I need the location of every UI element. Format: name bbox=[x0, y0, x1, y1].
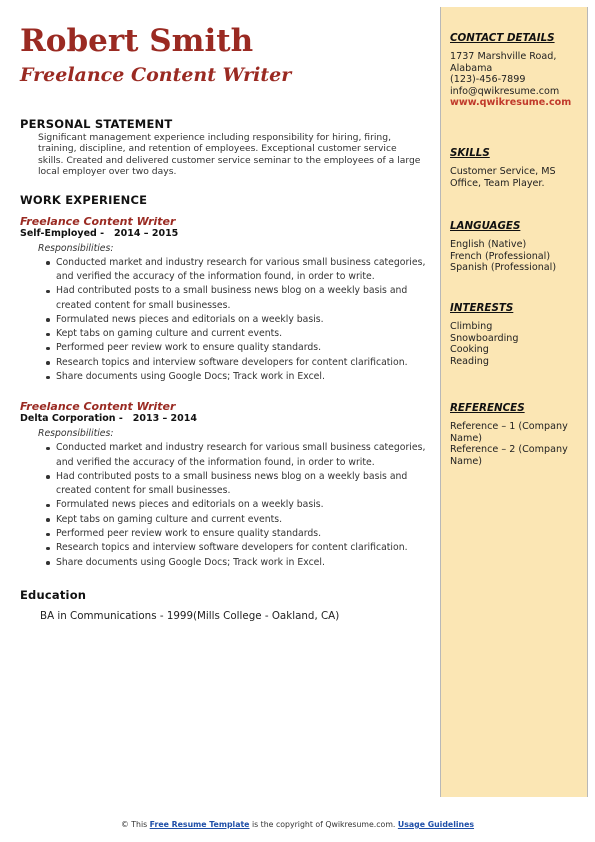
list-item: Research topics and interview software developers for content clarification. bbox=[56, 541, 436, 555]
usage-guidelines-link[interactable]: Usage Guidelines bbox=[397, 820, 475, 829]
list-item: Research topics and interview software developers for content clarification. bbox=[56, 356, 436, 370]
references-section bbox=[450, 402, 582, 467]
references-list bbox=[450, 421, 582, 467]
languages-list bbox=[450, 239, 582, 274]
list-item: Conducted market and industry research for various small business categories, and verified the accuracy of the information found, in order to write. bbox=[56, 441, 436, 470]
candidate-name: Robert Smith bbox=[20, 23, 254, 59]
list-item: Performed peer review work to ensure quality standards. bbox=[56, 341, 436, 355]
list-item: Cooking bbox=[450, 344, 489, 356]
list-item: French (Professional) bbox=[450, 250, 551, 262]
list-item: Reference – 1 (Company Name) bbox=[450, 421, 568, 444]
interests-heading: INTERESTS bbox=[450, 302, 514, 314]
skills-heading: SKILLS bbox=[450, 147, 490, 159]
sidebar bbox=[440, 7, 588, 797]
list-item: Had contributed posts to a small business news blog on a weekly basis and created content for small businesses. bbox=[56, 284, 436, 313]
list-item: Kept tabs on gaming culture and current events. bbox=[56, 327, 436, 341]
personal-statement-text: Significant management experience including responsibility for hiring, firing, training, discipline, and retention of employees. Exceptional customer service skills. Created and delivered customer service seminar to the employees of a large local employer over two days. bbox=[38, 132, 421, 178]
list-item: Performed peer review work to ensure quality standards. bbox=[56, 527, 436, 541]
list-item: Formulated news pieces and editorials on a weekly basis. bbox=[56, 498, 436, 512]
list-item: Share documents using Google Docs; Track work in Excel. bbox=[56, 556, 436, 570]
list-item: Snowboarding bbox=[450, 332, 519, 344]
interests-section bbox=[450, 302, 582, 367]
contact-section bbox=[450, 32, 582, 109]
free-resume-template-link[interactable]: Free Resume Template bbox=[149, 820, 250, 829]
list-item: Climbing bbox=[450, 321, 493, 332]
list-item: Formulated news pieces and editorials on a weekly basis. bbox=[56, 313, 436, 327]
responsibilities-label: Responsibilities: bbox=[38, 242, 114, 254]
list-item: Share documents using Google Docs; Track work in Excel. bbox=[56, 370, 436, 384]
footer-prefix: © This bbox=[120, 820, 148, 829]
skills-text: Customer Service, MS Office, Team Player. bbox=[450, 166, 556, 189]
responsibility-list bbox=[20, 441, 436, 570]
education-entry: BA in Communications - 1999(Mills College - Oakland, CA) bbox=[40, 609, 340, 622]
footer-copyright: is the copyright of Qwikresume.com. bbox=[251, 820, 396, 829]
list-item: Kept tabs on gaming culture and current events. bbox=[56, 513, 436, 527]
languages-section bbox=[450, 220, 582, 274]
responsibility-list bbox=[20, 256, 436, 385]
contact-address: 1737 Marshville Road, Alabama bbox=[450, 51, 557, 74]
job-dates: 2013 – 2014 bbox=[132, 413, 197, 425]
skills-section bbox=[450, 147, 582, 189]
job-title: Freelance Content Writer bbox=[20, 214, 176, 228]
job-company-line bbox=[20, 413, 420, 425]
list-item: Reading bbox=[450, 355, 489, 367]
contact-phone: (123)-456-7899 bbox=[450, 74, 526, 86]
job-title: Freelance Content Writer bbox=[20, 400, 176, 414]
job-dates: 2014 – 2015 bbox=[114, 227, 179, 239]
job-company: Delta Corporation - bbox=[20, 413, 123, 425]
main-column bbox=[20, 22, 426, 623]
interests-list bbox=[450, 321, 582, 367]
job-entry bbox=[20, 400, 426, 570]
footer bbox=[0, 820, 595, 829]
contact-heading: CONTACT DETAILS bbox=[450, 32, 555, 44]
contact-details bbox=[450, 51, 582, 109]
responsibilities-label: Responsibilities: bbox=[38, 428, 114, 440]
references-heading: REFERENCES bbox=[450, 402, 525, 414]
contact-website-link[interactable]: www.qwikresume.com bbox=[450, 97, 572, 109]
list-item: Had contributed posts to a small business news blog on a weekly basis and created content for small businesses. bbox=[56, 470, 436, 499]
list-item: English (Native) bbox=[450, 239, 527, 250]
job-company: Self-Employed - bbox=[20, 227, 105, 239]
candidate-title: Freelance Content Writer bbox=[20, 64, 292, 86]
personal-statement-heading: PERSONAL STATEMENT bbox=[20, 117, 173, 131]
job-entry bbox=[20, 214, 426, 385]
list-item: Conducted market and industry research for various small business categories, and verified the accuracy of the information found, in order to write. bbox=[56, 256, 436, 285]
list-item: Reference – 2 (Company Name) bbox=[450, 444, 568, 467]
education-heading: Education bbox=[20, 587, 87, 602]
contact-email[interactable]: info@qwikresume.com bbox=[450, 85, 560, 97]
languages-heading: LANGUAGES bbox=[450, 220, 521, 232]
job-company-line bbox=[20, 228, 420, 240]
list-item: Spanish (Professional) bbox=[450, 262, 557, 274]
work-experience-heading: WORK EXPERIENCE bbox=[20, 192, 148, 207]
